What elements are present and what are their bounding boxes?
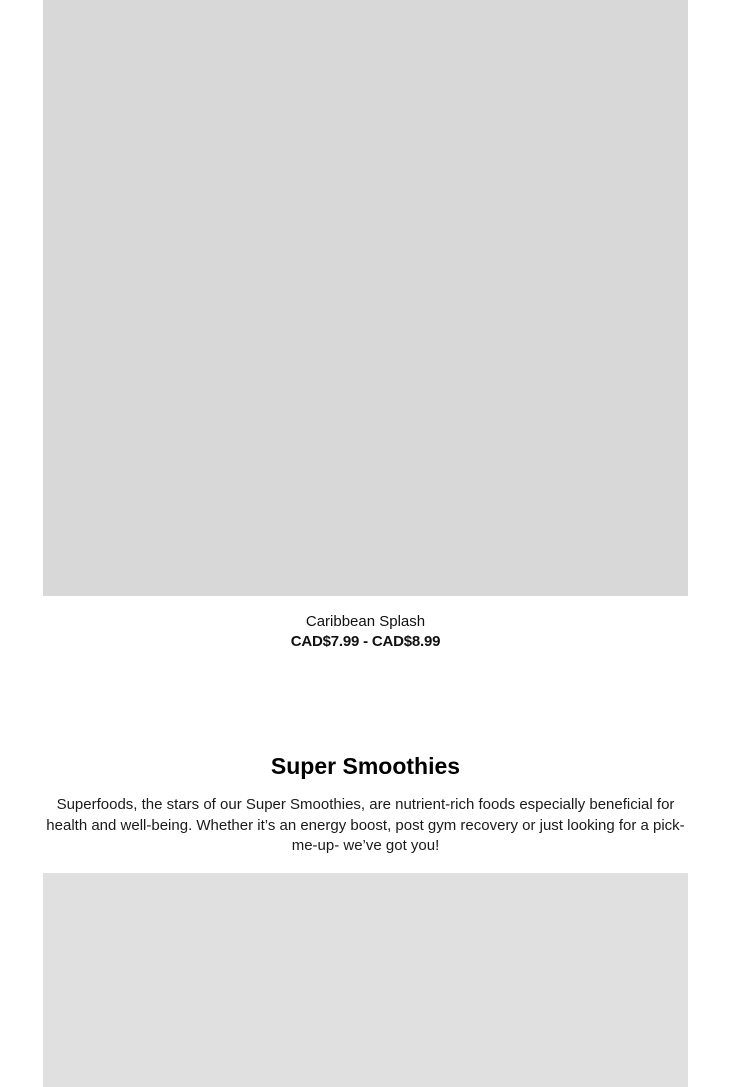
product-price: CAD$7.99 - CAD$8.99 <box>290 633 441 650</box>
product-image-caribbean-splash[interactable] <box>43 0 688 596</box>
section-title: Super Smoothies <box>270 753 461 779</box>
product-image-next[interactable] <box>43 873 688 1087</box>
product-name-link[interactable]: Caribbean Splash <box>305 613 426 630</box>
product-card-info <box>43 612 688 652</box>
section-description: Superfoods, the stars of our Super Smoothies, are nutrient-rich foods especially beneficial for health and well-being. Whether it’s an energy boost, post gym recovery or just looking for a pick-me-up- we’ve got you! <box>46 796 685 854</box>
